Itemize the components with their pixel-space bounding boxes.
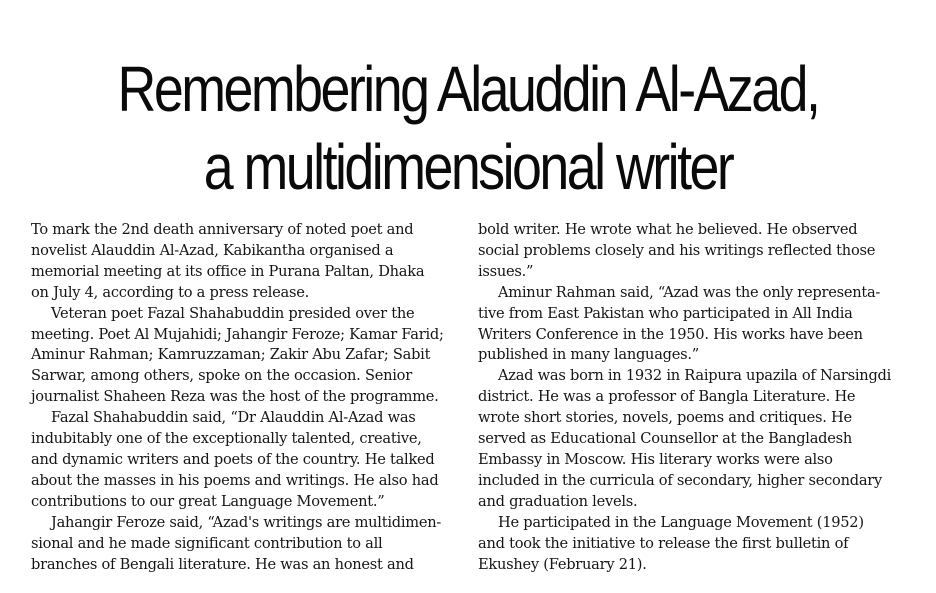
text-line: social problems closely and his writings reflected those	[478, 241, 876, 259]
text-line: Veteran poet Fazal Shahabuddin presided over the	[51, 304, 415, 322]
text-line: bold writer. He wrote what he believed. He observed	[478, 221, 858, 238]
text-line: meeting. Poet Al Mujahidi; Jahangir Feroze; Kamar Farid;	[31, 325, 444, 343]
text-line: contributions to our great Language Movement.”	[31, 492, 385, 510]
article-column-left	[31, 220, 461, 575]
text-line: Ekushey (February 21).	[478, 555, 647, 573]
article-column-right	[478, 220, 908, 575]
text-line: journalist Shaheen Reza was the host of the programme.	[31, 388, 439, 406]
text-line: Embassy in Moscow. His literary works were also	[478, 450, 833, 468]
headline-line-2: a multidimensional writer	[203, 131, 733, 203]
text-line: sional and he made significant contribution to all	[31, 534, 383, 552]
paragraph	[31, 513, 461, 576]
paragraph	[478, 513, 908, 576]
headline-line-1: Remembering Alauddin Al-Azad,	[117, 53, 819, 125]
text-line: wrote short stories, novels, poems and critiques. He	[478, 409, 852, 427]
text-line: on July 4, according to a press release.	[31, 283, 309, 301]
text-line: Aminur Rahman; Kamruzzaman; Zakir Abu Zafar; Sabit	[31, 346, 431, 364]
text-line: Sarwar, among others, spoke on the occasion. Senior	[31, 367, 412, 385]
text-line: memorial meeting at its office in Purana Paltan, Dhaka	[31, 262, 425, 280]
paragraph	[478, 220, 908, 283]
text-line: Fazal Shahabuddin said, “Dr Alauddin Al-Azad was	[51, 409, 416, 427]
text-line: issues.”	[478, 262, 534, 280]
text-line: Jahangir Feroze said, “Azad's writings are multidimen-	[51, 513, 442, 531]
text-line: about the masses in his poems and writings. He also had	[31, 471, 439, 489]
headline	[75, 50, 861, 206]
text-line: served as Educational Counsellor at the Bangladesh	[478, 430, 853, 448]
text-line: novelist Alauddin Al-Azad, Kabikantha organised a	[31, 241, 394, 259]
text-line: Aminur Rahman said, “Azad was the only representa-	[498, 283, 881, 301]
paragraph	[31, 408, 461, 513]
text-line: branches of Bengali literature. He was an honest and	[31, 555, 414, 573]
text-line: and took the initiative to release the first bulletin of	[478, 534, 849, 552]
paragraph	[478, 283, 908, 367]
text-line: and graduation levels.	[478, 492, 638, 510]
text-line: Azad was born in 1932 in Raipura upazila of Narsingdi	[498, 367, 892, 385]
text-line: To mark the 2nd death anniversary of noted poet and	[31, 221, 414, 238]
text-line: tive from East Pakistan who participated in All India	[478, 304, 853, 322]
text-line: and dynamic writers and poets of the country. He talked	[31, 450, 435, 468]
text-line: included in the curricula of secondary, higher secondary	[478, 471, 883, 489]
text-line: district. He was a professor of Bangla Literature. He	[478, 388, 856, 406]
paragraph	[478, 366, 908, 512]
paragraph	[31, 220, 461, 304]
text-line: Writers Conference in the 1950. His works have been	[478, 325, 863, 343]
text-line: He participated in the Language Movement (1952)	[498, 513, 864, 531]
text-line: published in many languages.”	[478, 346, 699, 364]
text-line: indubitably one of the exceptionally talented, creative,	[31, 430, 422, 448]
paragraph	[31, 304, 461, 409]
